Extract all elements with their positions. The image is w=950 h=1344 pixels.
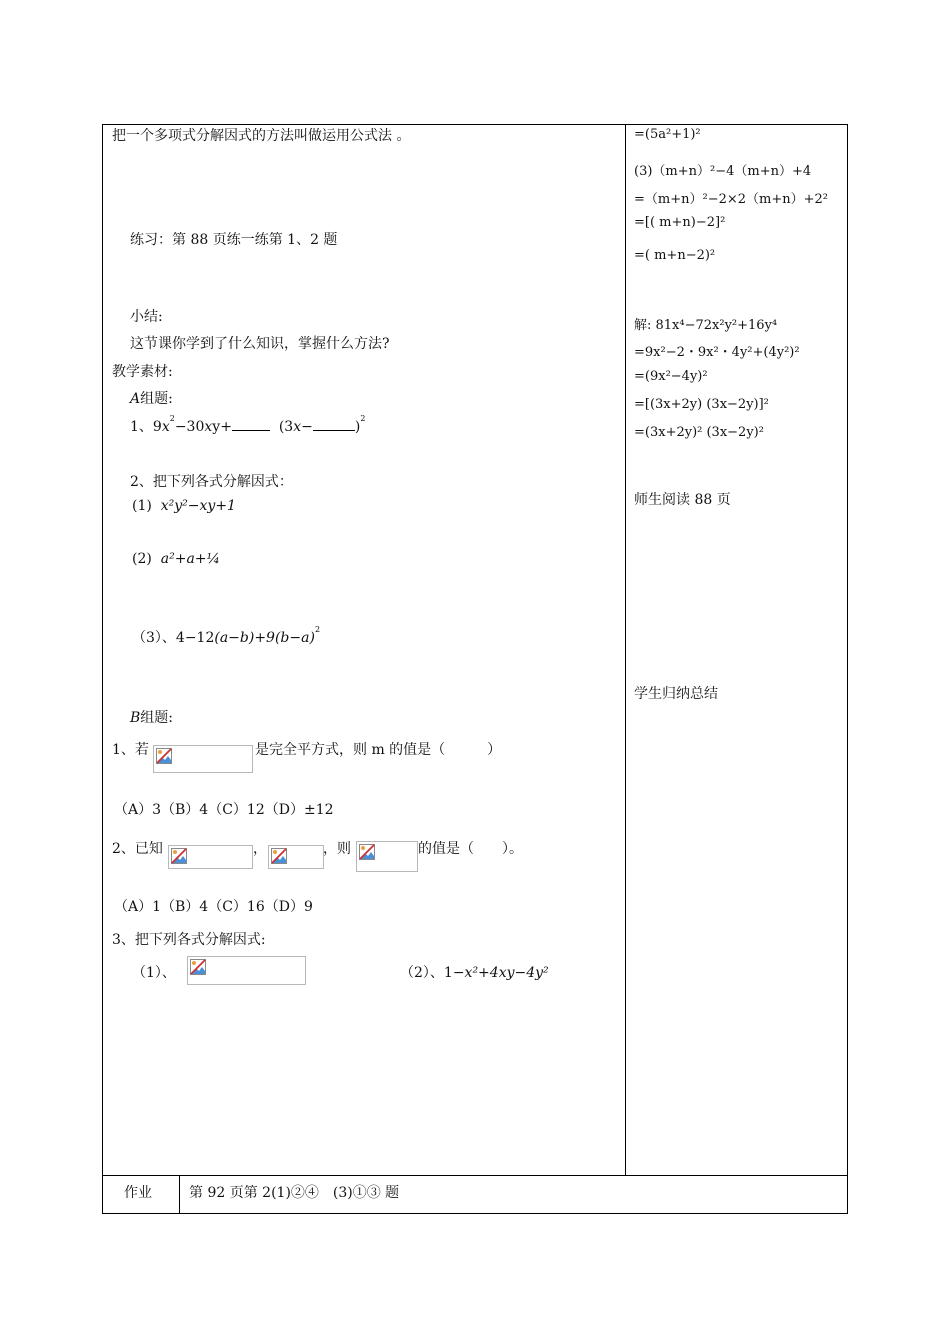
summary-question: 这节课你学到了什么知识，掌握什么方法?	[130, 336, 390, 352]
a2-3-exp: 2	[314, 625, 321, 634]
right-line-2: (3)（m+n）²−4（m+n）+4	[634, 164, 812, 179]
b3-2-label: （2）、1−	[400, 965, 465, 981]
material-heading: 教学素材:	[112, 364, 173, 380]
a1-blank-2	[313, 418, 355, 431]
a2-1-expr: x²y²−xy+1	[160, 498, 236, 514]
b2-formula-image-1	[168, 845, 253, 869]
a1-exp: 2	[169, 414, 175, 423]
right-summary-note: 学生归纳总结	[634, 686, 718, 702]
right-line-4: =[( m+n)−2]²	[634, 215, 726, 230]
broken-image-icon	[359, 844, 375, 860]
b2-formula-image-2	[268, 845, 324, 869]
right-line-1: =(5a²+1)²	[634, 127, 701, 142]
intro-text: 把一个多项式分解因式的方法叫做运用公式法 。	[112, 128, 411, 144]
a2-3	[132, 627, 320, 647]
broken-image-icon	[171, 848, 187, 864]
a2-2-label: (2)	[132, 551, 152, 567]
a2-3-label: （3）、4−12	[132, 630, 215, 646]
a1-question	[130, 416, 365, 436]
footer-divider	[179, 1175, 180, 1214]
homework-label: 作业	[124, 1185, 152, 1201]
group-a-heading	[130, 388, 173, 408]
a1-minus: −	[301, 419, 313, 435]
a1-xy: x	[204, 419, 213, 435]
right-line-3: =（m+n）²−2×2（m+n）+2²	[634, 192, 828, 207]
broken-image-icon	[156, 748, 172, 764]
group-a-letter: A	[130, 391, 141, 407]
b2-suffix: 的值是（ ）。	[418, 841, 523, 857]
a1-paren: (3	[278, 419, 294, 435]
table-bottom-border	[102, 1213, 848, 1214]
a1-mid: −30	[174, 419, 205, 435]
b2-formula-image-3	[356, 841, 418, 872]
b3-1-formula-image	[187, 956, 306, 985]
b1-options: （A）3（B）4（C）12（D）±12	[114, 802, 334, 818]
group-b-label: 组题:	[140, 710, 174, 726]
broken-image-icon	[271, 848, 287, 864]
a1-paren-x: x	[293, 419, 302, 435]
b1-prefix: 1、若	[112, 742, 149, 758]
b2-prefix: 2、已知	[112, 841, 163, 857]
a2-1	[132, 498, 236, 514]
a2-2-expr: a²+a+¼	[160, 551, 221, 567]
b3-2	[400, 962, 549, 982]
right-line-7: =9x²−2・9x²・4y²+(4y²)²	[634, 345, 800, 360]
a1-close: )	[354, 419, 361, 435]
summary-title: 小结:	[130, 309, 163, 325]
b3-1-label: （1）、	[132, 965, 176, 981]
a2-1-label: (1)	[132, 498, 152, 514]
b2-comma: ，	[253, 841, 267, 857]
a2-2	[132, 551, 220, 567]
right-line-10: =(3x+2y)² (3x−2y)²	[634, 425, 764, 440]
a1-x: x	[161, 419, 170, 435]
group-b-letter: B	[130, 710, 141, 726]
column-divider	[625, 124, 626, 1176]
a2-3-expr: (a−b)+9(b−a)	[214, 630, 315, 646]
group-b-heading	[130, 707, 173, 727]
right-line-5: =( m+n−2)²	[634, 248, 716, 263]
table-left-border	[102, 124, 103, 1214]
right-line-6: 解: 81x⁴−72x²y²+16y⁴	[634, 318, 778, 333]
right-reading-note: 师生阅读 88 页	[634, 492, 731, 508]
homework-content: 第 92 页第 2(1)②④ (3)①③ 题	[189, 1185, 400, 1201]
b2-then: ，则	[323, 841, 351, 857]
b3-2-expr: x²+4xy−4y²	[464, 965, 549, 981]
right-line-8: =(9x²−4y)²	[634, 369, 708, 384]
b1-formula-image	[153, 745, 253, 773]
practice-text: 练习：第 88 页练一练第 1、2 题	[130, 232, 338, 248]
b1-suffix: 是完全平方式，则 m 的值是（ ）	[255, 742, 502, 758]
b3-question: 3、把下列各式分解因式:	[112, 932, 266, 948]
a1-blank-1	[232, 418, 270, 431]
a1-prefix: 1、9	[130, 419, 162, 435]
row-divider	[102, 1175, 848, 1176]
b2-options: （A）1（B）4（C）16（D）9	[114, 899, 313, 915]
a2-question: 2、把下列各式分解因式：	[130, 474, 293, 490]
a1-close-exp: 2	[360, 414, 366, 423]
right-line-9: =[(3x+2y) (3x−2y)]²	[634, 397, 769, 412]
broken-image-icon	[190, 959, 206, 975]
group-a-label: 组题:	[140, 391, 173, 407]
table-right-border	[847, 124, 848, 1214]
a1-plus: y+	[212, 419, 232, 435]
